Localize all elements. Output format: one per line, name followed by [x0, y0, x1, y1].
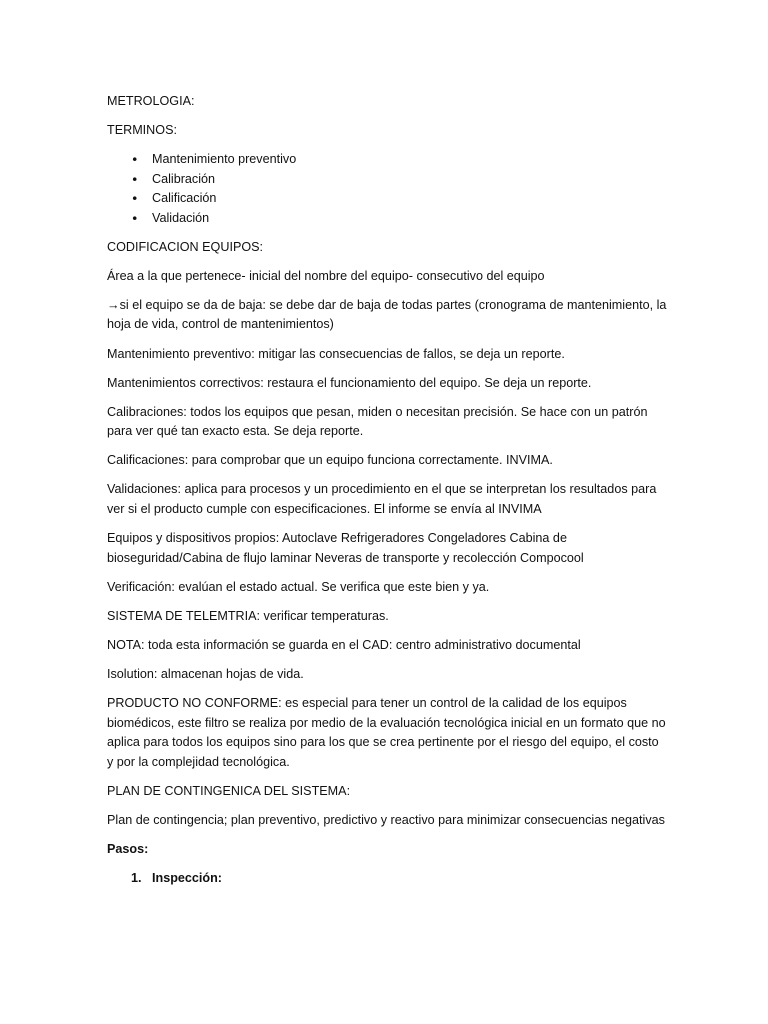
- paragraph-validaciones: Validaciones: aplica para procesos y un procedimiento en el que se interpretan los resultados para ver si el producto cumple con especificaciones. El informe se envía al INVIMA: [107, 482, 657, 516]
- list-item: [107, 869, 667, 889]
- paragraph-equipos-propios: Equipos y dispositivos propios: Autoclave Refrigeradores Congeladores Cabina de bioseguridad/Cabina de flujo laminar Neveras de transporte y recolección Compocool: [107, 531, 584, 565]
- paragraph-producto-no-conforme: PRODUCTO NO CONFORME: es especial para tener un control de la calidad de los equipos biomédicos, este filtro se realiza por medio de la evaluación tecnológica inicial en un formato que no aplica para todos los equipos sino para los que se crea pertinente por el riesgo del equipo, el costo y por la complejidad tecnológica.: [107, 696, 666, 769]
- paragraph-mantenimiento-preventivo: Mantenimiento preventivo: mitigar las consecuencias de fallos, se deja un reporte.: [107, 346, 565, 361]
- paragraph-plan-contingencia: Plan de contingencia; plan preventivo, predictivo y reactivo para minimizar consecuencias negativas: [107, 812, 665, 827]
- terminos-heading: TERMINOS:: [107, 123, 177, 138]
- step-label: Inspección:: [152, 870, 222, 885]
- list-item: • Validación: [107, 209, 667, 229]
- list-item: • Mantenimiento preventivo: [107, 150, 667, 170]
- paragraph-plan-heading: PLAN DE CONTINGENICA DEL SISTEMA:: [107, 783, 351, 798]
- list-item: • Calibración: [107, 170, 667, 190]
- step-number: 1.: [131, 870, 142, 885]
- paragraph-area: Área a la que pertenece- inicial del nombre del equipo- consecutivo del equipo: [107, 268, 545, 283]
- paragraph-calificaciones: Calificaciones: para comprobar que un equipo funciona correctamente. INVIMA.: [107, 453, 553, 468]
- paragraph-mantenimientos-correctivos: Mantenimientos correctivos: restaura el funcionamiento del equipo. Se deja un reporte.: [107, 375, 592, 390]
- document-page: [107, 92, 667, 888]
- paragraph-baja: →si el equipo se da de baja: se debe dar de baja de todas partes (cronograma de mantenimiento, la hoja de vida, control de mantenimientos): [107, 297, 667, 332]
- paragraph-verificacion: Verificación: evalúan el estado actual. Se verifica que este bien y ya.: [107, 579, 490, 594]
- paragraph-isolution: Isolution: almacenan hojas de vida.: [107, 666, 304, 681]
- paragraph-telemetria: SISTEMA DE TELEMTRIA: verificar temperaturas.: [107, 608, 389, 623]
- codificacion-heading: CODIFICACION EQUIPOS:: [107, 239, 264, 254]
- paragraph-calibraciones: Calibraciones: todos los equipos que pesan, miden o necesitan precisión. Se hace con un patrón para ver qué tan exacto esta. Se deja reporte.: [107, 404, 648, 439]
- terminos-list: [107, 150, 667, 228]
- steps-list: [107, 869, 667, 889]
- document-title: METROLOGIA:: [107, 94, 195, 108]
- list-item: • Calificación: [107, 189, 667, 209]
- paragraph-pasos: Pasos:: [107, 841, 149, 856]
- paragraph-nota: NOTA: toda esta información se guarda en el CAD: centro administrativo documental: [107, 637, 581, 652]
